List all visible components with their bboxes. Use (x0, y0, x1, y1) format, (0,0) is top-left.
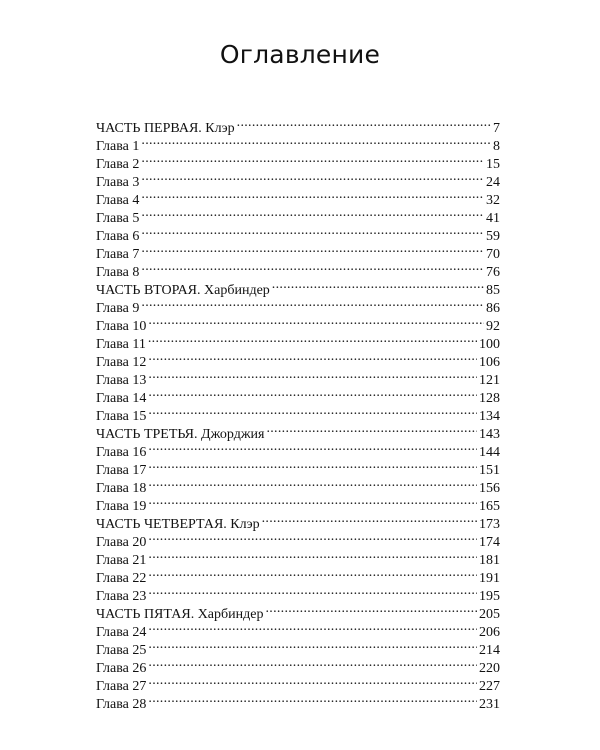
toc-entry-label: Глава 8 (96, 265, 140, 280)
toc-entry-page: 151 (479, 463, 500, 478)
toc-entry[interactable] (96, 456, 500, 478)
toc-entry-page: 92 (486, 319, 500, 334)
dot-leader (141, 168, 484, 186)
toc-entry[interactable] (96, 276, 500, 298)
toc-entry-label: Глава 9 (96, 301, 140, 316)
toc-entry-label: Глава 7 (96, 247, 140, 262)
dot-leader (272, 276, 484, 294)
toc-entry[interactable] (96, 582, 500, 604)
dot-leader (141, 132, 491, 150)
toc-entry-label: Глава 2 (96, 157, 140, 172)
toc-entry[interactable] (96, 204, 500, 226)
toc-entry-label: Глава 20 (96, 535, 147, 550)
toc-entry-page: 227 (479, 679, 500, 694)
toc-entry-page: 41 (486, 211, 500, 226)
toc-entry-page: 134 (479, 409, 500, 424)
dot-leader (148, 330, 477, 348)
toc-entry-label: Глава 13 (96, 373, 147, 388)
toc-entry-label: ЧАСТЬ ТРЕТЬЯ. Джорджия (96, 427, 265, 442)
dot-leader (148, 618, 477, 636)
toc-entry[interactable] (96, 168, 500, 190)
dot-leader (262, 510, 477, 528)
toc-entry-label: Глава 21 (96, 553, 147, 568)
dot-leader (266, 420, 477, 438)
dot-leader (141, 222, 484, 240)
dot-leader (148, 312, 484, 330)
toc-entry-page: 220 (479, 661, 500, 676)
toc-entry[interactable] (96, 186, 500, 208)
dot-leader (141, 204, 484, 222)
toc-entry[interactable] (96, 420, 500, 442)
toc-entry[interactable] (96, 672, 500, 694)
toc-entry-label: Глава 18 (96, 481, 147, 496)
toc-entry-label: Глава 15 (96, 409, 147, 424)
dot-leader (237, 114, 491, 132)
toc-entry-label: ЧАСТЬ ПЯТАЯ. Харбиндер (96, 607, 264, 622)
toc-entry[interactable] (96, 294, 500, 316)
toc-entry[interactable] (96, 330, 500, 352)
toc-entry-page: 121 (479, 373, 500, 388)
toc-entry[interactable] (96, 150, 500, 172)
toc-entry-label: Глава 26 (96, 661, 147, 676)
toc-entry-page: 181 (479, 553, 500, 568)
toc-entry[interactable] (96, 510, 500, 532)
toc-entry-label: Глава 27 (96, 679, 147, 694)
toc-entry-page: 143 (479, 427, 500, 442)
dot-leader (148, 402, 477, 420)
toc-entry-page: 156 (479, 481, 500, 496)
toc-entry-label: Глава 3 (96, 175, 140, 190)
dot-leader (141, 150, 484, 168)
toc-entry-label: Глава 23 (96, 589, 147, 604)
toc-entry[interactable] (96, 546, 500, 568)
toc-entry-label: Глава 28 (96, 697, 147, 712)
toc-entry-label: Глава 25 (96, 643, 147, 658)
dot-leader (148, 672, 477, 690)
toc-entry-page: 86 (486, 301, 500, 316)
toc-entry-label: ЧАСТЬ ПЕРВАЯ. Клэр (96, 121, 235, 136)
toc-entry[interactable] (96, 492, 500, 514)
page-title: Оглавление (219, 40, 381, 69)
toc-entry[interactable] (96, 384, 500, 406)
dot-leader (141, 294, 484, 312)
toc-entry-label: Глава 16 (96, 445, 147, 460)
toc-entry-label: Глава 19 (96, 499, 147, 514)
toc-entry-label: Глава 10 (96, 319, 147, 334)
toc-entry-label: Глава 17 (96, 463, 147, 478)
dot-leader (148, 474, 477, 492)
dot-leader (148, 528, 477, 546)
dot-leader (148, 456, 477, 474)
toc-entry-page: 173 (479, 517, 500, 532)
dot-leader (141, 186, 484, 204)
toc-entry-page: 191 (479, 571, 500, 586)
dot-leader (141, 258, 484, 276)
dot-leader (141, 240, 484, 258)
toc-entry-page: 231 (479, 697, 500, 712)
toc-entry-page: 32 (486, 193, 500, 208)
toc-entry-page: 8 (493, 139, 500, 154)
toc-entry-page: 7 (493, 121, 500, 136)
toc-entry-label: Глава 11 (96, 337, 146, 352)
dot-leader (148, 492, 477, 510)
toc-entry[interactable] (96, 348, 500, 370)
toc-entry[interactable] (96, 240, 500, 262)
toc-entry-label: ЧАСТЬ ЧЕТВЕРТАЯ. Клэр (96, 517, 260, 532)
toc-entry-page: 106 (479, 355, 500, 370)
dot-leader (148, 384, 477, 402)
toc-entry-page: 15 (486, 157, 500, 172)
toc-entry-page: 100 (479, 337, 500, 352)
toc-entry-page: 70 (486, 247, 500, 262)
toc-entry[interactable] (96, 528, 500, 550)
toc-entry-label: Глава 6 (96, 229, 140, 244)
toc-entry-label: Глава 12 (96, 355, 147, 370)
toc-entry[interactable] (96, 654, 500, 676)
dot-leader (148, 366, 477, 384)
toc-entry-page: 214 (479, 643, 500, 658)
toc-list (96, 114, 500, 712)
toc-entry[interactable] (96, 312, 500, 334)
toc-entry-label: Глава 1 (96, 139, 140, 154)
toc-entry-label: Глава 4 (96, 193, 140, 208)
toc-entry-label: ЧАСТЬ ВТОРАЯ. Харбиндер (96, 283, 270, 298)
toc-entry[interactable] (96, 366, 500, 388)
dot-leader (148, 636, 477, 654)
toc-entry-page: 144 (479, 445, 500, 460)
dot-leader (265, 600, 477, 618)
toc-entry[interactable] (96, 690, 500, 712)
toc-entry-label: Глава 24 (96, 625, 147, 640)
toc-entry[interactable] (96, 438, 500, 460)
toc-entry-label: Глава 14 (96, 391, 147, 406)
toc-entry-page: 85 (486, 283, 500, 298)
toc-entry[interactable] (96, 258, 500, 280)
toc-entry-page: 59 (486, 229, 500, 244)
toc-entry[interactable] (96, 636, 500, 658)
dot-leader (148, 690, 477, 708)
toc-entry[interactable] (96, 474, 500, 496)
dot-leader (148, 546, 477, 564)
toc-entry-page: 206 (479, 625, 500, 640)
dot-leader (148, 582, 477, 600)
toc-entry[interactable] (96, 132, 500, 154)
toc-entry-page: 24 (486, 175, 500, 190)
dot-leader (148, 438, 477, 456)
toc-entry-page: 205 (479, 607, 500, 622)
toc-entry-page: 174 (479, 535, 500, 550)
toc-entry-page: 195 (479, 589, 500, 604)
toc-entry[interactable] (96, 564, 500, 586)
toc-entry[interactable] (96, 402, 500, 424)
dot-leader (148, 564, 477, 582)
toc-entry-page: 165 (479, 499, 500, 514)
dot-leader (148, 654, 477, 672)
toc-entry-label: Глава 22 (96, 571, 147, 586)
toc-entry-label: Глава 5 (96, 211, 140, 226)
toc-entry-page: 128 (479, 391, 500, 406)
toc-entry[interactable] (96, 114, 500, 136)
toc-entry[interactable] (96, 222, 500, 244)
toc-entry[interactable] (96, 618, 500, 640)
dot-leader (148, 348, 477, 366)
toc-entry-page: 76 (486, 265, 500, 280)
toc-entry[interactable] (96, 600, 500, 622)
